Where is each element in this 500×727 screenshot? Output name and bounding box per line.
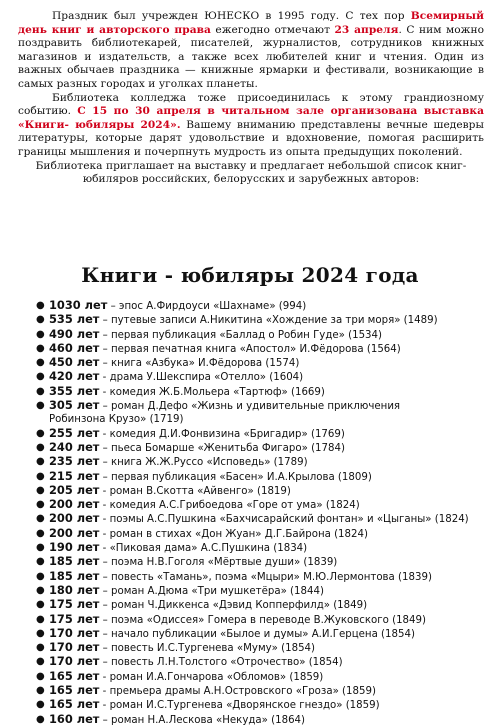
list-item [36,441,496,455]
anniversary-years: 200 лет [49,525,100,540]
list-item [36,541,496,555]
book-description: – начало публикации «Былое и думы» А.И.Герцена (1854) [99,628,415,640]
anniversary-years: 170 лет [49,625,100,640]
list-item [36,498,496,512]
list-item [36,627,496,641]
book-description: - роман И.А.Гончарова «Обломов» (1859) [99,671,324,683]
intro-p1-text-a: Праздник был учрежден ЮНЕСКО в 1995 году. С тех пор [52,10,411,22]
bullet-icon: ● [36,328,45,340]
book-list [36,299,496,727]
anniversary-years: 1030 лет [49,298,108,312]
list-item [36,584,496,598]
bullet-icon: ● [36,699,45,711]
bullet-icon: ● [36,642,45,654]
bullet-icon: ● [36,314,45,326]
intro-p1-text-b: ежегодно отмечают [210,23,335,36]
book-description: – повесть Л.Н.Толстого «Отрочество» (1854) [99,657,343,669]
list-item [36,713,496,727]
book-description: - роман в стихах «Дон Жуан» Д.Г.Байрона (1824) [99,528,368,540]
anniversary-years: 180 лет [49,582,100,597]
book-description: – книга Ж.Ж.Руссо «Исповедь» (1789) [99,457,308,469]
bullet-icon: ● [36,342,45,354]
anniversary-years: 490 лет [49,326,100,341]
list-item [36,570,496,584]
bullet-icon: ● [36,670,45,682]
book-description: - роман В.Скотта «Айвенго» (1819) [99,485,291,497]
list-item [36,399,496,427]
list-item [36,484,496,498]
book-description: – роман А.Дюма «Три мушкетёра» (1844) [99,585,324,597]
bullet-icon: ● [36,484,45,496]
book-description: – роман Н.А.Лескова «Некуда» (1864) [99,714,306,726]
book-description: – пьеса Бомарше «Женитьба Фигаро» (1784) [99,442,345,454]
list-item [36,427,496,441]
bullet-icon: ● [36,371,45,383]
anniversary-years: 165 лет [49,683,100,698]
book-description: – повесть «Тамань», поэма «Мцыри» М.Ю.Лермонтова (1839) [99,571,432,583]
anniversary-years: 215 лет [49,468,100,483]
anniversary-years: 170 лет [49,654,100,669]
list-item [36,455,496,469]
bullet-icon: ● [36,656,45,668]
book-description: – повесть И.С.Тургенева «Муму» (1854) [99,643,316,655]
holiday-date: 23 апреля [334,23,399,36]
anniversary-years: 160 лет [49,711,100,726]
bullet-icon: ● [36,570,45,582]
list-item [36,527,496,541]
anniversary-years: 460 лет [49,340,100,355]
book-description: - роман И.С.Тургенева «Дворянское гнездо» (1859) [99,700,380,712]
list-item [36,613,496,627]
bullet-icon: ● [36,599,45,611]
anniversary-years: 355 лет [49,383,100,398]
book-description: - драма У.Шекспира «Отелло» (1604) [99,372,304,384]
anniversary-years: 185 лет [49,568,100,583]
list-item [36,356,496,370]
intro-paragraph-2 [18,92,484,160]
book-description: – первая печатная книга «Апостол» И.Фёдорова (1564) [99,343,401,355]
book-description: – роман Ч.Диккенса «Дэвид Копперфилд» (1849) [99,600,368,612]
book-description: – поэма «Одиссея» Гомера в переводе В.Жуковского (1849) [99,614,426,626]
bullet-icon: ● [36,499,45,511]
book-description: - комедия А.С.Грибоедова «Горе от ума» (1824) [99,500,360,512]
bullet-icon: ● [36,713,45,725]
bullet-icon: ● [36,556,45,568]
list-item [36,641,496,655]
list-item [36,655,496,669]
list-item [36,328,496,342]
intro-paragraph-3: Библиотека приглашает на выставку и предлагает небольшой список книг- юбиляров российских, белорусских и зарубежных авторов: [35,159,467,186]
anniversary-years: 450 лет [49,355,100,370]
bullet-icon: ● [36,470,45,482]
anniversary-years: 535 лет [49,312,100,327]
book-description: – эпос А.Фирдоуси «Шахнаме» (994) [107,301,307,312]
list-item [36,299,496,313]
list-item [36,470,496,484]
bullet-icon: ● [36,584,45,596]
anniversary-years: 200 лет [49,511,100,526]
anniversary-years: 175 лет [49,611,100,626]
list-item [36,313,496,327]
anniversary-years: 190 лет [49,540,100,555]
bullet-icon: ● [36,613,45,625]
anniversary-years: 205 лет [49,482,100,497]
list-item [36,598,496,612]
bullet-icon: ● [36,527,45,539]
intro-p2-text-b: Вашему вниманию представлены вечные шедевры литературы, которые дарят удовольствие и вдохновение, помогая расширить границы мышления и почерпнуть мудрость из опыта предыдущих поколений. [18,118,484,158]
book-description: – первая публикация «Басен» И.А.Крылова (1809) [99,471,372,483]
anniversary-years: 185 лет [49,554,100,569]
intro-p1-text-c: . С ним можно поздравить библиотекарей, писателей, журналистов, сотрудников книжных магазинов и издательств, а также всех любителей книг и чтения. Один из важных обычаев праздника — книжные ярмарки и фестивали, возникающие в самых разных городах и уголках планеты. [18,23,484,90]
bullet-icon: ● [36,441,45,453]
anniversary-years: 175 лет [49,597,100,612]
anniversary-years: 420 лет [49,369,100,384]
book-description: – поэма Н.В.Гоголя «Мёртвые души» (1839) [99,557,338,569]
list-item [36,385,496,399]
anniversary-years: 165 лет [49,668,100,683]
book-description: – первая публикация «Баллад о Робин Гуде» (1534) [99,329,382,341]
book-description: – роман Д.Дефо «Жизнь и удивительные приключения [99,401,401,413]
list-item [36,342,496,356]
bullet-icon: ● [36,513,45,525]
list-item [36,698,496,712]
anniversary-years: 200 лет [49,497,100,512]
bullet-icon: ● [36,300,45,311]
list-item [36,555,496,569]
bullet-icon: ● [36,427,45,439]
book-description: - комедия Ж.Б.Мольера «Тартюф» (1669) [99,386,325,398]
anniversary-years: 235 лет [49,454,100,469]
page-title: Книги - юбиляры 2024 года [81,263,419,287]
anniversary-years: 240 лет [49,439,100,454]
book-description: - «Пиковая дама» А.С.Пушкина (1834) [99,543,308,555]
intro-paragraph-1 [18,10,484,92]
list-item [36,512,496,526]
exhibition-announcement: С 15 по 30 апреля в читальном зале организована выставка «Книги- юбиляры 2024». [18,105,484,131]
bullet-icon: ● [36,456,45,468]
list-item [36,684,496,698]
list-item [36,370,496,384]
intro-text [18,10,484,187]
book-description: - поэмы А.С.Пушкина «Бахчисарайский фонтан» и «Цыганы» (1824) [99,514,469,526]
book-description: – путевые записи А.Никитина «Хождение за три моря» (1489) [99,315,438,327]
bullet-icon: ● [36,400,45,412]
bullet-icon: ● [36,385,45,397]
book-description: – книга «Азбука» И.Фёдорова (1574) [99,358,300,370]
anniversary-years: 170 лет [49,640,100,655]
bullet-icon: ● [36,542,45,554]
book-description: - премьера драмы А.Н.Островского «Гроза» (1859) [99,686,376,698]
intro-p2-text-a: Библиотека колледжа тоже присоединилась к этому грандиозному событию. [18,91,484,118]
list-item [36,670,496,684]
anniversary-years: 305 лет [49,398,100,413]
anniversary-years: 255 лет [49,425,100,440]
bullet-icon: ● [36,357,45,369]
bullet-icon: ● [36,627,45,639]
holiday-name: Всемирный день книг и авторского права [18,10,484,36]
bullet-icon: ● [36,685,45,697]
anniversary-years: 165 лет [49,697,100,712]
book-description: - комедия Д.И.Фонвизина «Бригадир» (1769) [99,428,345,440]
book-description-continued: Робинзона Крузо» (1719) [49,414,184,426]
